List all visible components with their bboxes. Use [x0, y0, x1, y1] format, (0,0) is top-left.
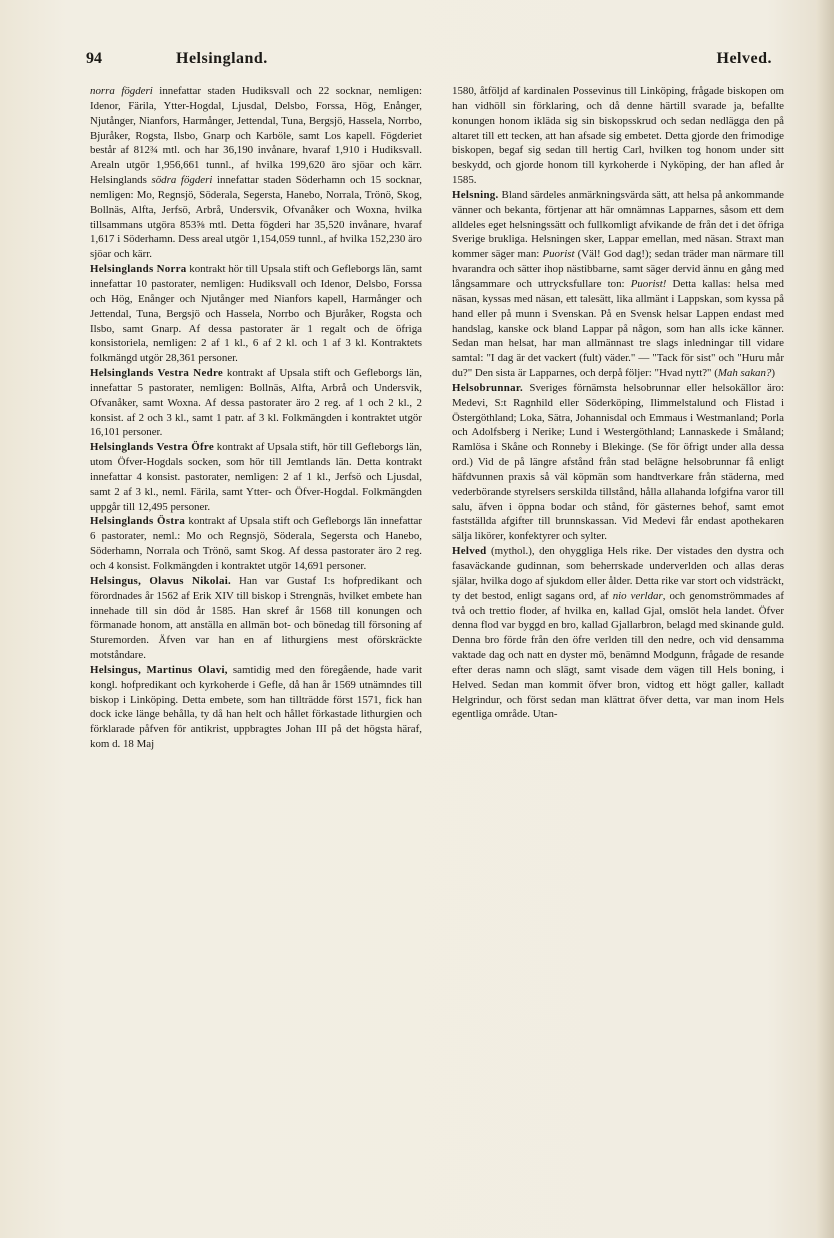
page-number: 94: [86, 50, 102, 67]
right-running-title: Helved.: [716, 50, 772, 67]
page-edge: [816, 0, 834, 1238]
right-column: [452, 84, 784, 722]
entry-helsingus-martinus: Helsingus, Martinus Olavi, samtidig med den föregående, hade varit kongl. hofpredikant och kyrkoherde i Gefle, då han år 1569 utnämndes till biskop i Linköping. Detta embete, som han tillträdde först 1571, fick han dock icke länge behålla, ty då han helt och hållet förkastade lithurgien och förklarade påfven för antikrist, uppbragtes Johan III på det högsta häraf, kom d. 18 Maj: [90, 663, 422, 751]
entry-headword: Helsinglands Norra: [90, 263, 187, 276]
entry-headword: Helsinglands Vestra Nedre: [90, 367, 224, 380]
running-header: [86, 50, 796, 76]
entry-ostra-kontrakt: Helsinglands Östra kontrakt af Upsala stift och Gefleborgs län innefattar 6 pastorater, neml.: Mo och Regnsjö, Söderala, Segersta och Hanebo, Söderhamn, Norrala och Trönö, samt Skog. Af dessa pastorater äro 2 reg. och 4 konsist. Folkmängden i kontraktet utgör 14,691 personer.: [90, 515, 422, 572]
left-running-title: Helsingland.: [176, 50, 268, 67]
left-column: [90, 84, 422, 752]
entry-helved: Helved (mythol.), den ohyggliga Hels rike. Der vistades den dystra och fasaväckande gudinnan, som beherrskade underverlden och allas deras själar, hvilka dogo af sjukdom eller ålder. Detta rike var stort och vidsträckt, ty det bestod, enligt sagans ord, af nio verldar, och genomströmmades af två och trettio floder, af hvilka en, kallad Gjal, omslöt hela landet. Öfver denna flod var byggd en bro, kallad Gjallarbron, belagd med skinande guld. Denna bro förde från den öfre verlden till den nedre, och vid densamma vaktade dag och natt en dyster mö, benämnd Modgunn, frågade de resande efter deras namn och slägt, samt visade dem vägen till Hels boning, i Helved. Sedan man kommit öfver bron, vidtog ett högt galler, kalladt Helgrindur, och först sedan man klättrat öfver detta, var man inom Hels egentliga område. Utan-: [452, 545, 784, 721]
entry-headword: Helsning.: [452, 188, 499, 201]
entry-vestra-nedre-kontrakt: Helsinglands Vestra Nedre kontrakt af Upsala stift och Gefleborgs län, innefattar 5 pastorater, nemligen: Bollnäs, Alfta, Arbrå och Undersvik, Ofvanåker, samt Woxna. Af dessa pastorater äro 2 reg. af 1 och 2 kl., 2 konsist. af 2 och 3 kl., samt 1 patr. af 3 kl. Folkmängden i kontraktet utgör 16,101 personer.: [90, 367, 422, 439]
entry-headword: Helsinglands Östra: [90, 515, 186, 528]
entry-helsingland-fogderi: norra fögderi innefattar staden Hudiksvall och 22 socknar, nemligen: Idenor, Färila, Ytter-Hogdal, Ljusdal, Delsbo, Forssa, Hög, Enånger, Njutånger, Nianfors, Harmånger, Jettendal, Tuna, Bergsjö, Hassela, Norrbo, Bjuråker, Rogsta, Ilsbo, Gnarp och Karböle, samt Los kapell. Fögderiet består af 812¾ mtl. och har 36,190 invånare, hvaraf 1,910 i Hudiksvall. Arealn utgör 1,956,661 tunnl., af hvilka 199,620 äro sjöar och kärr. Helsinglands södra fögderi innefattar staden Söderhamn och 15 socknar, nemligen: Mo, Regnsjö, Söderala, Segersta, Hanebo, Norrala, Trönö, Skog, Bollnäs, Alfta, Jerfsö, Arbrå, Undersvik, Ofvanåker och Woxna, hvilka tillsammans utgöra 853⅝ mtl. Detta fögderi har 35,520 invånare, hvaraf 1,617 i Söderhamn. Dess areal utgör 1,154,059 tunnl., af hvilka 152,230 äro sjöar och kärr.: [90, 85, 422, 261]
entry-headword: Helsinglands Vestra Öfre: [90, 441, 214, 454]
entry-helsingus-olavus: Helsingus, Olavus Nikolai. Han var Gustaf I:s hofpredikant och förordnades år 1562 af Erik XIV till biskop i Strengnäs, hvilket embete han innehade till sin död år 1585. Han skref år 1568 till konungen och förmanade honom, att anställa en allmän bot- och bönedag till försoning af Sturemorden. Äfven var han en af lithurgiens mest oförskräckte motståndare.: [90, 574, 422, 662]
entry-headword: Helsobrunnar.: [452, 381, 523, 394]
entry-headword: Helsingus, Martinus Olavi,: [90, 663, 228, 676]
entry-headword: Helsingus, Olavus Nikolai.: [90, 574, 232, 587]
entry-vestra-ofre-kontrakt: Helsinglands Vestra Öfre kontrakt af Upsala stift, hör till Gefleborgs län, utom Öfver-Hogdals socken, som hör till Jemtlands län. Detta kontrakt innefattar 4 konsist. pastorater, nemligen: 2 af 1 kl., Jerfsö och Ljusdal, samt 2 af 3 kl., neml. Färila, samt Ytter- och Öfver-Hogdal. Folkmängden uppgår till 12,495 personer.: [90, 441, 422, 513]
entry-helsobrunnar: Helsobrunnar. Sveriges förnämsta helsobrunnar eller helsokällor äro: Medevi, S:t Ragnhild eller Söderköping, Ilimmelstalund och Flistad i Östergöthland; Loka, Sätra, Johannisdal och Emmaus i Westmanland; Porla och Adolfsberg i Nerike; Lund i Westergöthland; Lannaskede i Småland; Ramlösa i Skåne och Ronneby i Blekinge. (Se för öfrigt under alla dessa ord.) Vid de på längre afstånd från stad belägne helsobrunnar få enligt häfdvunnen praxis så väl köpmän som handtverkare från städerna, med vederbörande styrelsers serskilda tillstånd, hålla allahanda lofgifna varor till salu, äfven i öppna bodar och stånd, för gästernes behof, samt emot fastställda afgifter till brunnskassan. Vid Medevi får endast apothekaren sälja likörer, konfektyrer och sylter.: [452, 381, 784, 543]
entry-norra-kontrakt: Helsinglands Norra kontrakt hör till Upsala stift och Gefleborgs län, samt innefattar 10 pastorater, nemligen: Hudiksvall och Idenor, Delsbo, Forssa och Hög, Enånger och Njutånger med Nianfors kapell, Harmånger och Jettendal, Tuna, Bergsjö och Hassela, Norrbo och Bjuråker, Rogsta och Ilsbo, samt Gnarp. Af dessa pastorater är 1 regalt och de öfriga konsistoriela, nemligen: 2 af 1 kl., 6 af 2 kl. och 1 af 3 kl. Kontraktets folkmängd utgör 28,361 personer.: [90, 263, 422, 365]
entry-continuation: 1580, åtföljd af kardinalen Possevinus till Linköping, frågade biskopen om han vidhöll sin förklaring, och då denne härtill svarade ja, befallte konungen honom ikläda sig sin biskopsskrud och sedan nedlägga den på altaret till ett tecken, att han afsade sig embetet. Detta gjorde den frimodige biskopen, begaf sig sedan till hertig Carl, hvilken tog honom under sitt beskydd, och gjorde honom till kyrkoherde i Nyköping, der han afled år 1585.: [452, 85, 784, 187]
entry-helsning: Helsning. Bland särdeles anmärkningsvärda sätt, att helsa på ankommande vänner och bekanta, förtjenar att här omnämnas Lapparnes, såsom ett dem alldeles eget helsningssätt och fullkomligt afvikande de från det i det öfriga Sverige brukliga. Helsningen sker, Lappar emellan, med näsan. Straxt man kommer säger man: Puorist (Väl! God dag!); sedan träder man närmare till hvarandra och sätter ihop nästibbarne, samt säger dervid ännu en gång med långsammare och uttrycksfullare ton: Puorist! Detta kallas: helsa med näsan, kyssas med näsan, ett talesätt, lika allmänt i Lappskan, som kyssa på hand eller på munn i Svenskan. På en Svensk helsar Lappen endast med handslag, kanske ock bland Lappar på någon, som han alls icke känner. Sedan man helsat, har man allmännast tre slags inledningar till vidare samtal: "I dag är det vackert (fult) väder." — "Tack för sist" och "Huru mår du?" Den sista är Lapparnes, och derpå följer: "Hvad nytt?" (Mah sakan?): [452, 188, 785, 380]
entry-headword: Helved: [452, 545, 487, 558]
